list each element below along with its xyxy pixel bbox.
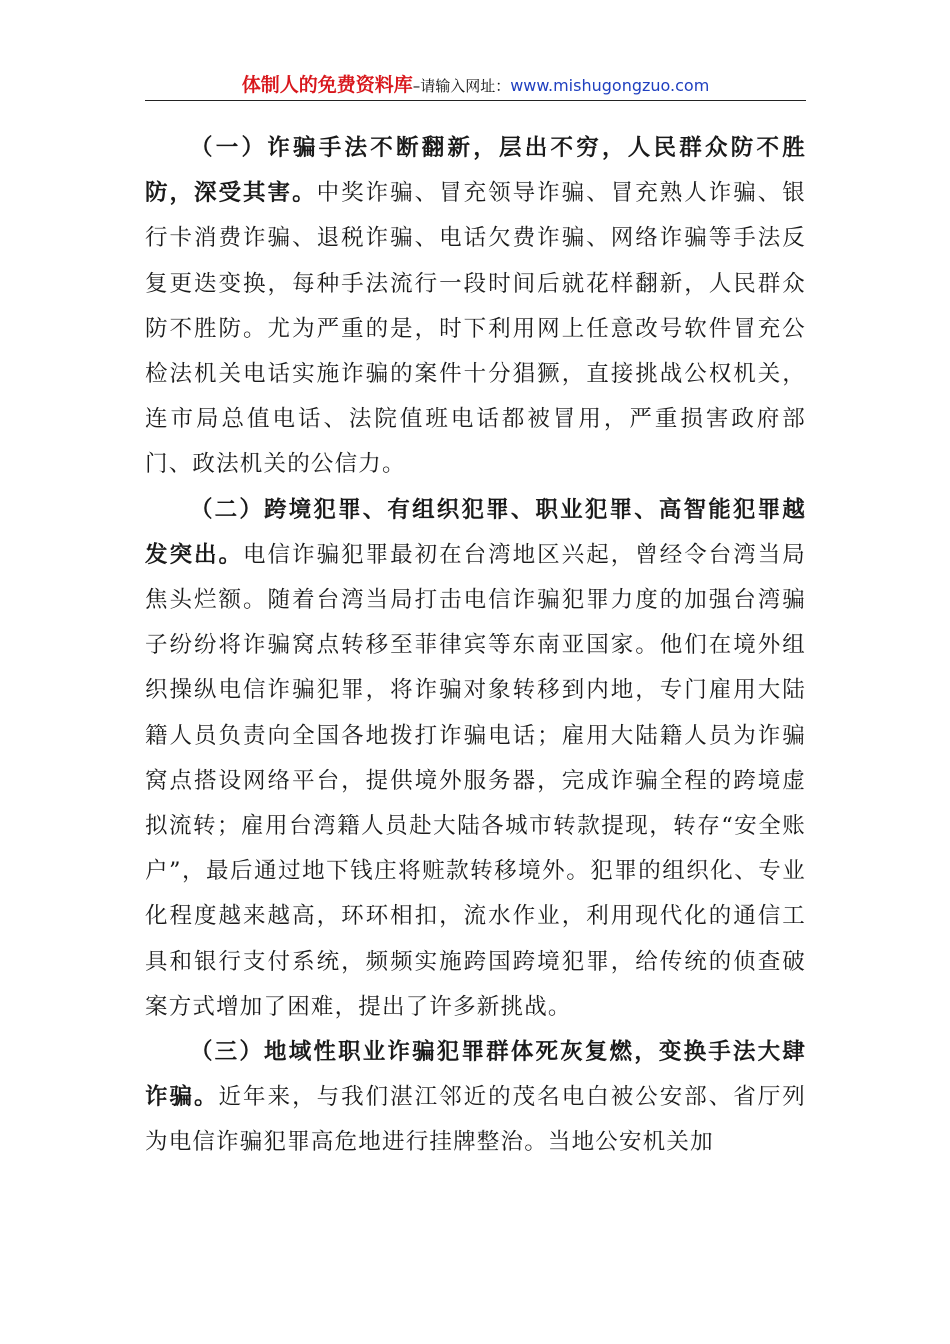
header-prompt: –请输入网址： [412,77,511,95]
paragraph-3-heading: （三）地域性职业诈骗犯罪群体死灰复燃，变换手法大肆诈骗。 [145,1039,806,1111]
document-body [145,126,806,1166]
header-url[interactable]: www.mishugongzuo.com [510,76,710,95]
paragraph-2 [145,488,806,1030]
header-brand: 体制人的免费资料库 [241,74,413,96]
paragraph-2-heading: （二）跨境犯罪、有组织犯罪、职业犯罪、高智能犯罪越发突出。 [145,496,806,568]
paragraph-1-heading: （一）诈骗手法不断翻新，层出不穷，人民群众防不胜防，深受其害。 [145,135,806,207]
header-divider [145,100,806,101]
paragraph-1 [145,126,806,488]
paragraph-1-body: 中奖诈骗、冒充领导诈骗、冒充熟人诈骗、银行卡消费诈骗、退税诈骗、电话欠费诈骗、网络诈骗等手法反复更迭变换，每种手法流行一段时间后就花样翻新，人民群众防不胜防。尤为严重的是，时下利用网上任意改号软件冒充公检法机关电话实施诈骗的案件十分猖獗，直接挑战公权机关，连市局总值电话、法院值班电话都被冒用，严重损害政府部门、政法机关的公信力。 [145,180,806,478]
paragraph-3 [145,1030,806,1166]
paragraph-2-body: 电信诈骗犯罪最初在台湾地区兴起，曾经令台湾当局焦头烂额。随着台湾当局打击电信诈骗犯罪力度的加强台湾骗子纷纷将诈骗窝点转移至菲律宾等东南亚国家。他们在境外组织操纵电信诈骗犯罪，将诈骗对象转移到内地，专门雇用大陆籍人员负责向全国各地拨打诈骗电话；雇用大陆籍人员为诈骗窝点搭设网络平台，提供境外服务器，完成诈骗全程的跨境虚拟流转；雇用台湾籍人员赴大陆各城市转款提现，转存“安全账户”，最后通过地下钱庄将赃款转移境外。犯罪的组织化、专业化程度越来越高，环环相扣，流水作业，利用现代化的通信工具和银行支付系统，频频实施跨国跨境犯罪，给传统的侦查破案方式增加了困难，提出了许多新挑战。 [145,541,806,1020]
page-header [145,70,806,100]
paragraph-3-body: 近年来，与我们湛江邻近的茂名电白被公安部、省厅列为电信诈骗犯罪高危地进行挂牌整治。当地公安机关加 [145,1084,806,1156]
